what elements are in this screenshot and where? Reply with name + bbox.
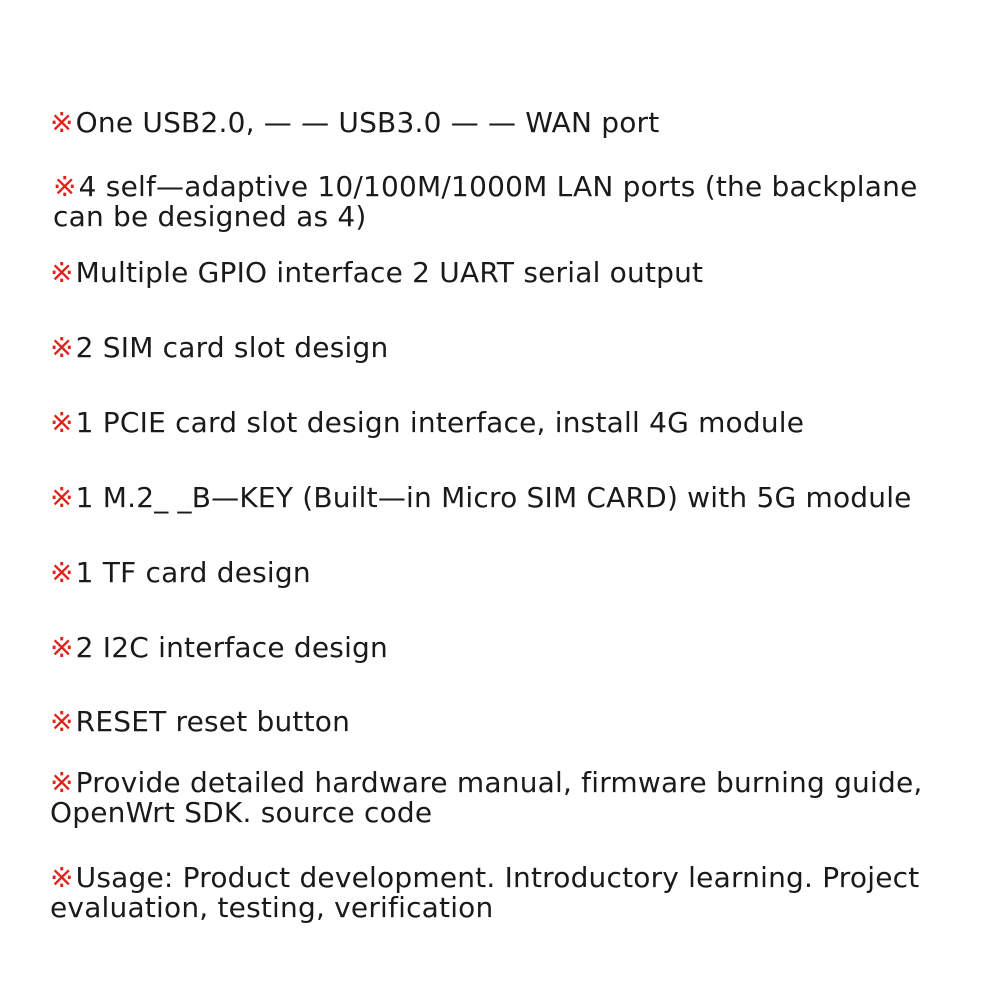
feature-item-i2c [50,633,950,663]
feature-item-documentation [50,768,950,828]
feature-text: 1 M.2_ _B—KEY (Built—in Micro SIM CARD) with 5G module [75,481,912,514]
feature-text: 1 TF card design [75,556,311,589]
bullet-mark-icon: ※ [50,406,74,439]
feature-item-sim-slot [50,333,950,363]
feature-text: 1 PCIE card slot design interface, install 4G module [75,406,805,439]
feature-text: 2 SIM card slot design [75,331,389,364]
bullet-mark-icon: ※ [50,331,74,364]
feature-item-m2-5g [50,483,950,513]
feature-text: Provide detailed hardware manual, firmware burning guide, OpenWrt SDK. source code [50,766,923,829]
bullet-mark-icon: ※ [53,170,77,203]
bullet-mark-icon: ※ [50,481,74,514]
bullet-mark-icon: ※ [50,705,74,738]
feature-text: One USB2.0, — — USB3.0 — — WAN port [75,106,660,139]
bullet-mark-icon: ※ [50,766,74,799]
feature-text: 4 self—adaptive 10/100M/1000M LAN ports (the backplane can be designed as 4) [53,170,918,233]
bullet-mark-icon: ※ [50,106,74,139]
bullet-mark-icon: ※ [50,631,74,664]
feature-item-lan-ports [53,172,953,232]
bullet-mark-icon: ※ [50,861,74,894]
feature-item-gpio-uart [50,258,950,288]
feature-text: 2 I2C interface design [75,631,388,664]
feature-text: Usage: Product development. Introductory learning. Project evaluation, testing, verification [50,861,920,924]
feature-item-tf-card [50,558,950,588]
feature-text: Multiple GPIO interface 2 UART serial output [75,256,704,289]
bullet-mark-icon: ※ [50,256,74,289]
feature-item-usage [50,863,950,923]
feature-text: RESET reset button [75,705,351,738]
feature-item-reset [50,707,950,737]
bullet-mark-icon: ※ [50,556,74,589]
feature-item-pcie-slot [50,408,950,438]
feature-item-usb-wan [50,108,950,138]
